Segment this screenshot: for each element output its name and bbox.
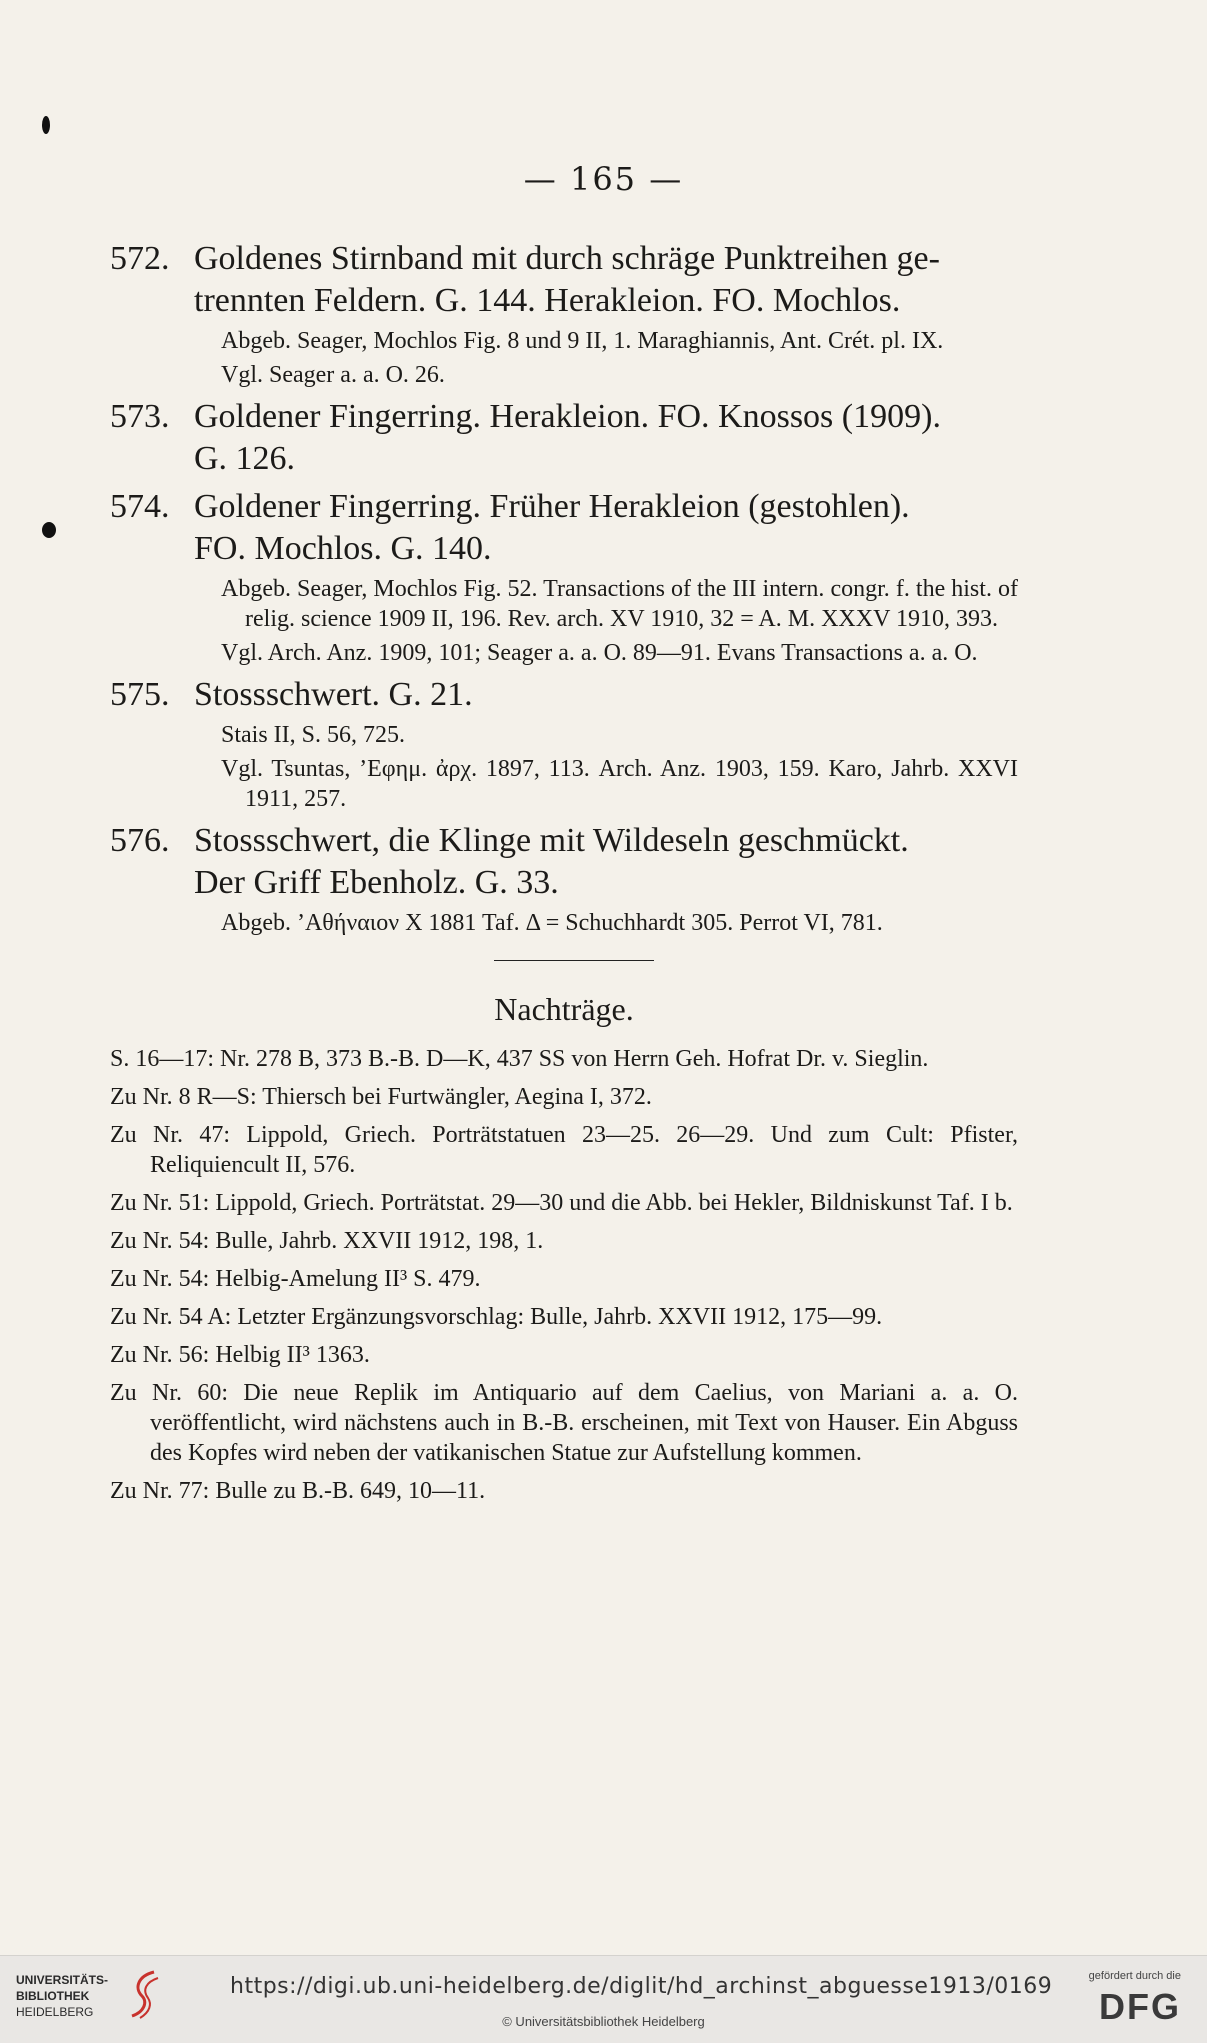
entry-575	[110, 674, 1018, 814]
entry-title-continued: FO. Mochlos. G. 140.	[194, 530, 492, 567]
entry-title-continued: Der Griff Ebenholz. G. 33.	[194, 864, 559, 901]
nachtrag-row: Zu Nr. 54: Bulle, Jahrb. XXVII 1912, 198, 1.	[110, 1228, 544, 1254]
nachtraege-list	[110, 1044, 1018, 1506]
reference-line: Vgl. Seager a. a. O. 26.	[221, 362, 445, 388]
entry-572	[110, 238, 1018, 390]
nachtrag-row: Zu Nr. 8 R—S: Thiersch bei Furtwängler, Aegina I, 372.	[110, 1084, 652, 1110]
catalogue-content	[110, 238, 1018, 1514]
reference-line: Abgeb. ’Αθήναιον X 1881 Taf. Δ = Schuchhardt 305. Perrot VI, 781.	[221, 910, 883, 936]
entry-title-text: Stossschwert. G. 21.	[194, 676, 473, 713]
reference-line: Abgeb. Seager, Mochlos Fig. 8 und 9 II, 1. Maraghiannis, Ant. Crét. pl. IX.	[221, 328, 944, 354]
ink-spot-margin	[42, 522, 56, 538]
funding-label: gefördert durch die	[1088, 1970, 1181, 1982]
entry-reference	[110, 908, 1018, 938]
entry-number: 573.	[110, 398, 170, 435]
entry-reference	[110, 720, 1018, 750]
entry-reference	[110, 638, 1018, 668]
library-name-line: UNIVERSITÄTS-	[16, 1973, 109, 1987]
page-url-link[interactable]: https://digi.ub.uni-heidelberg.de/diglit/hd_archinst_abguesse1913/0169	[230, 1974, 1053, 1999]
entry-number: 572.	[110, 240, 170, 277]
entry-title-text: Goldener Fingerring. Herakleion. FO. Knossos (1909).	[194, 398, 941, 435]
page-number: — 165 —	[523, 160, 684, 198]
entry-573	[110, 396, 1018, 480]
nachtrag-row: Zu Nr. 56: Helbig II³ 1363.	[110, 1342, 370, 1368]
reference-line: Stais II, S. 56, 725.	[221, 722, 406, 748]
entry-title-text: Stossschwert, die Klinge mit Wildeseln geschmückt.	[194, 822, 909, 859]
nachtrag-row: Zu Nr. 60: Die neue Replik im Antiquario auf dem Caelius, von Mariani a. a. O. veröffentlicht, wird nächstens auch in B.-B. erscheinen, mit Text von Hauser. Ein Abguss des Kopfes wird neben der vatikanischen Statue zur Aufstellung kommen.	[110, 1380, 1018, 1466]
entry-reference	[110, 360, 1018, 390]
entry-574	[110, 486, 1018, 668]
entry-576	[110, 820, 1018, 938]
entry-title	[110, 820, 1018, 904]
entry-title-continued: trennten Feldern. G. 144. Herakleion. FO. Mochlos.	[194, 282, 901, 319]
entry-title-continued: G. 126.	[194, 440, 296, 477]
reference-line: Vgl. Tsuntas, ’Εφημ. ἀρχ. 1897, 113. Arch. Anz. 1903, 159. Karo, Jahrb. XXVI 1911, 257.	[221, 756, 1018, 812]
entry-number: 575.	[110, 676, 170, 713]
nachtrag-row: Zu Nr. 77: Bulle zu B.-B. 649, 10—11.	[110, 1478, 486, 1504]
entry-title	[110, 674, 1018, 716]
entry-reference	[110, 326, 1018, 356]
ub-heidelberg-logo-icon	[124, 1968, 164, 2020]
dfg-logo[interactable]: DFG	[1099, 1986, 1181, 2027]
entry-title	[110, 396, 1018, 480]
entry-number: 576.	[110, 822, 170, 859]
entry-title-text: Goldener Fingerring. Früher Herakleion (gestohlen).	[194, 488, 910, 525]
nachtrag-row: Zu Nr. 51: Lippold, Griech. Porträtstat. 29—30 und die Abb. bei Hekler, Bildniskunst Taf. I b.	[110, 1190, 1013, 1216]
entry-title	[110, 486, 1018, 570]
entry-title-text: Goldenes Stirnband mit durch schräge Punktreihen ge-	[194, 240, 940, 277]
nachtrag-row: S. 16—17: Nr. 278 B, 373 B.-B. D—K, 437 SS von Herrn Geh. Hofrat Dr. v. Sieglin.	[110, 1046, 929, 1072]
copyright-notice: © Universitätsbibliothek Heidelberg	[502, 2014, 705, 2029]
library-name-line: BIBLIOTHEK	[16, 1989, 90, 2003]
library-name[interactable]	[16, 1972, 108, 2020]
nachtrag-row: Zu Nr. 54: Helbig-Amelung II³ S. 479.	[110, 1266, 481, 1292]
reference-line: Abgeb. Seager, Mochlos Fig. 52. Transactions of the III intern. congr. f. the hist. of relig. science 1909 II, 196. Rev. arch. XV 1910, 32 = A. M. XXXV 1910, 393.	[221, 576, 1018, 632]
section-divider	[494, 960, 654, 961]
ink-spot-top	[42, 116, 50, 134]
nachtrag-row: Zu Nr. 54 A: Letzter Ergänzungsvorschlag: Bulle, Jahrb. XXVII 1912, 175—99.	[110, 1304, 883, 1330]
entry-reference	[110, 574, 1018, 634]
library-name-line: HEIDELBERG	[16, 2005, 94, 2019]
entry-title	[110, 238, 1018, 322]
viewer-footer	[0, 1955, 1207, 2043]
entry-number: 574.	[110, 488, 170, 525]
reference-line: Vgl. Arch. Anz. 1909, 101; Seager a. a. O. 89—91. Evans Transactions a. a. O.	[221, 640, 978, 666]
nachtrag-row: Zu Nr. 47: Lippold, Griech. Porträtstatuen 23—25. 26—29. Und zum Cult: Pfister, Reliquiencult II, 576.	[110, 1122, 1018, 1178]
nachtraege-heading: Nachträge.	[494, 991, 634, 1027]
entry-reference	[110, 754, 1018, 814]
